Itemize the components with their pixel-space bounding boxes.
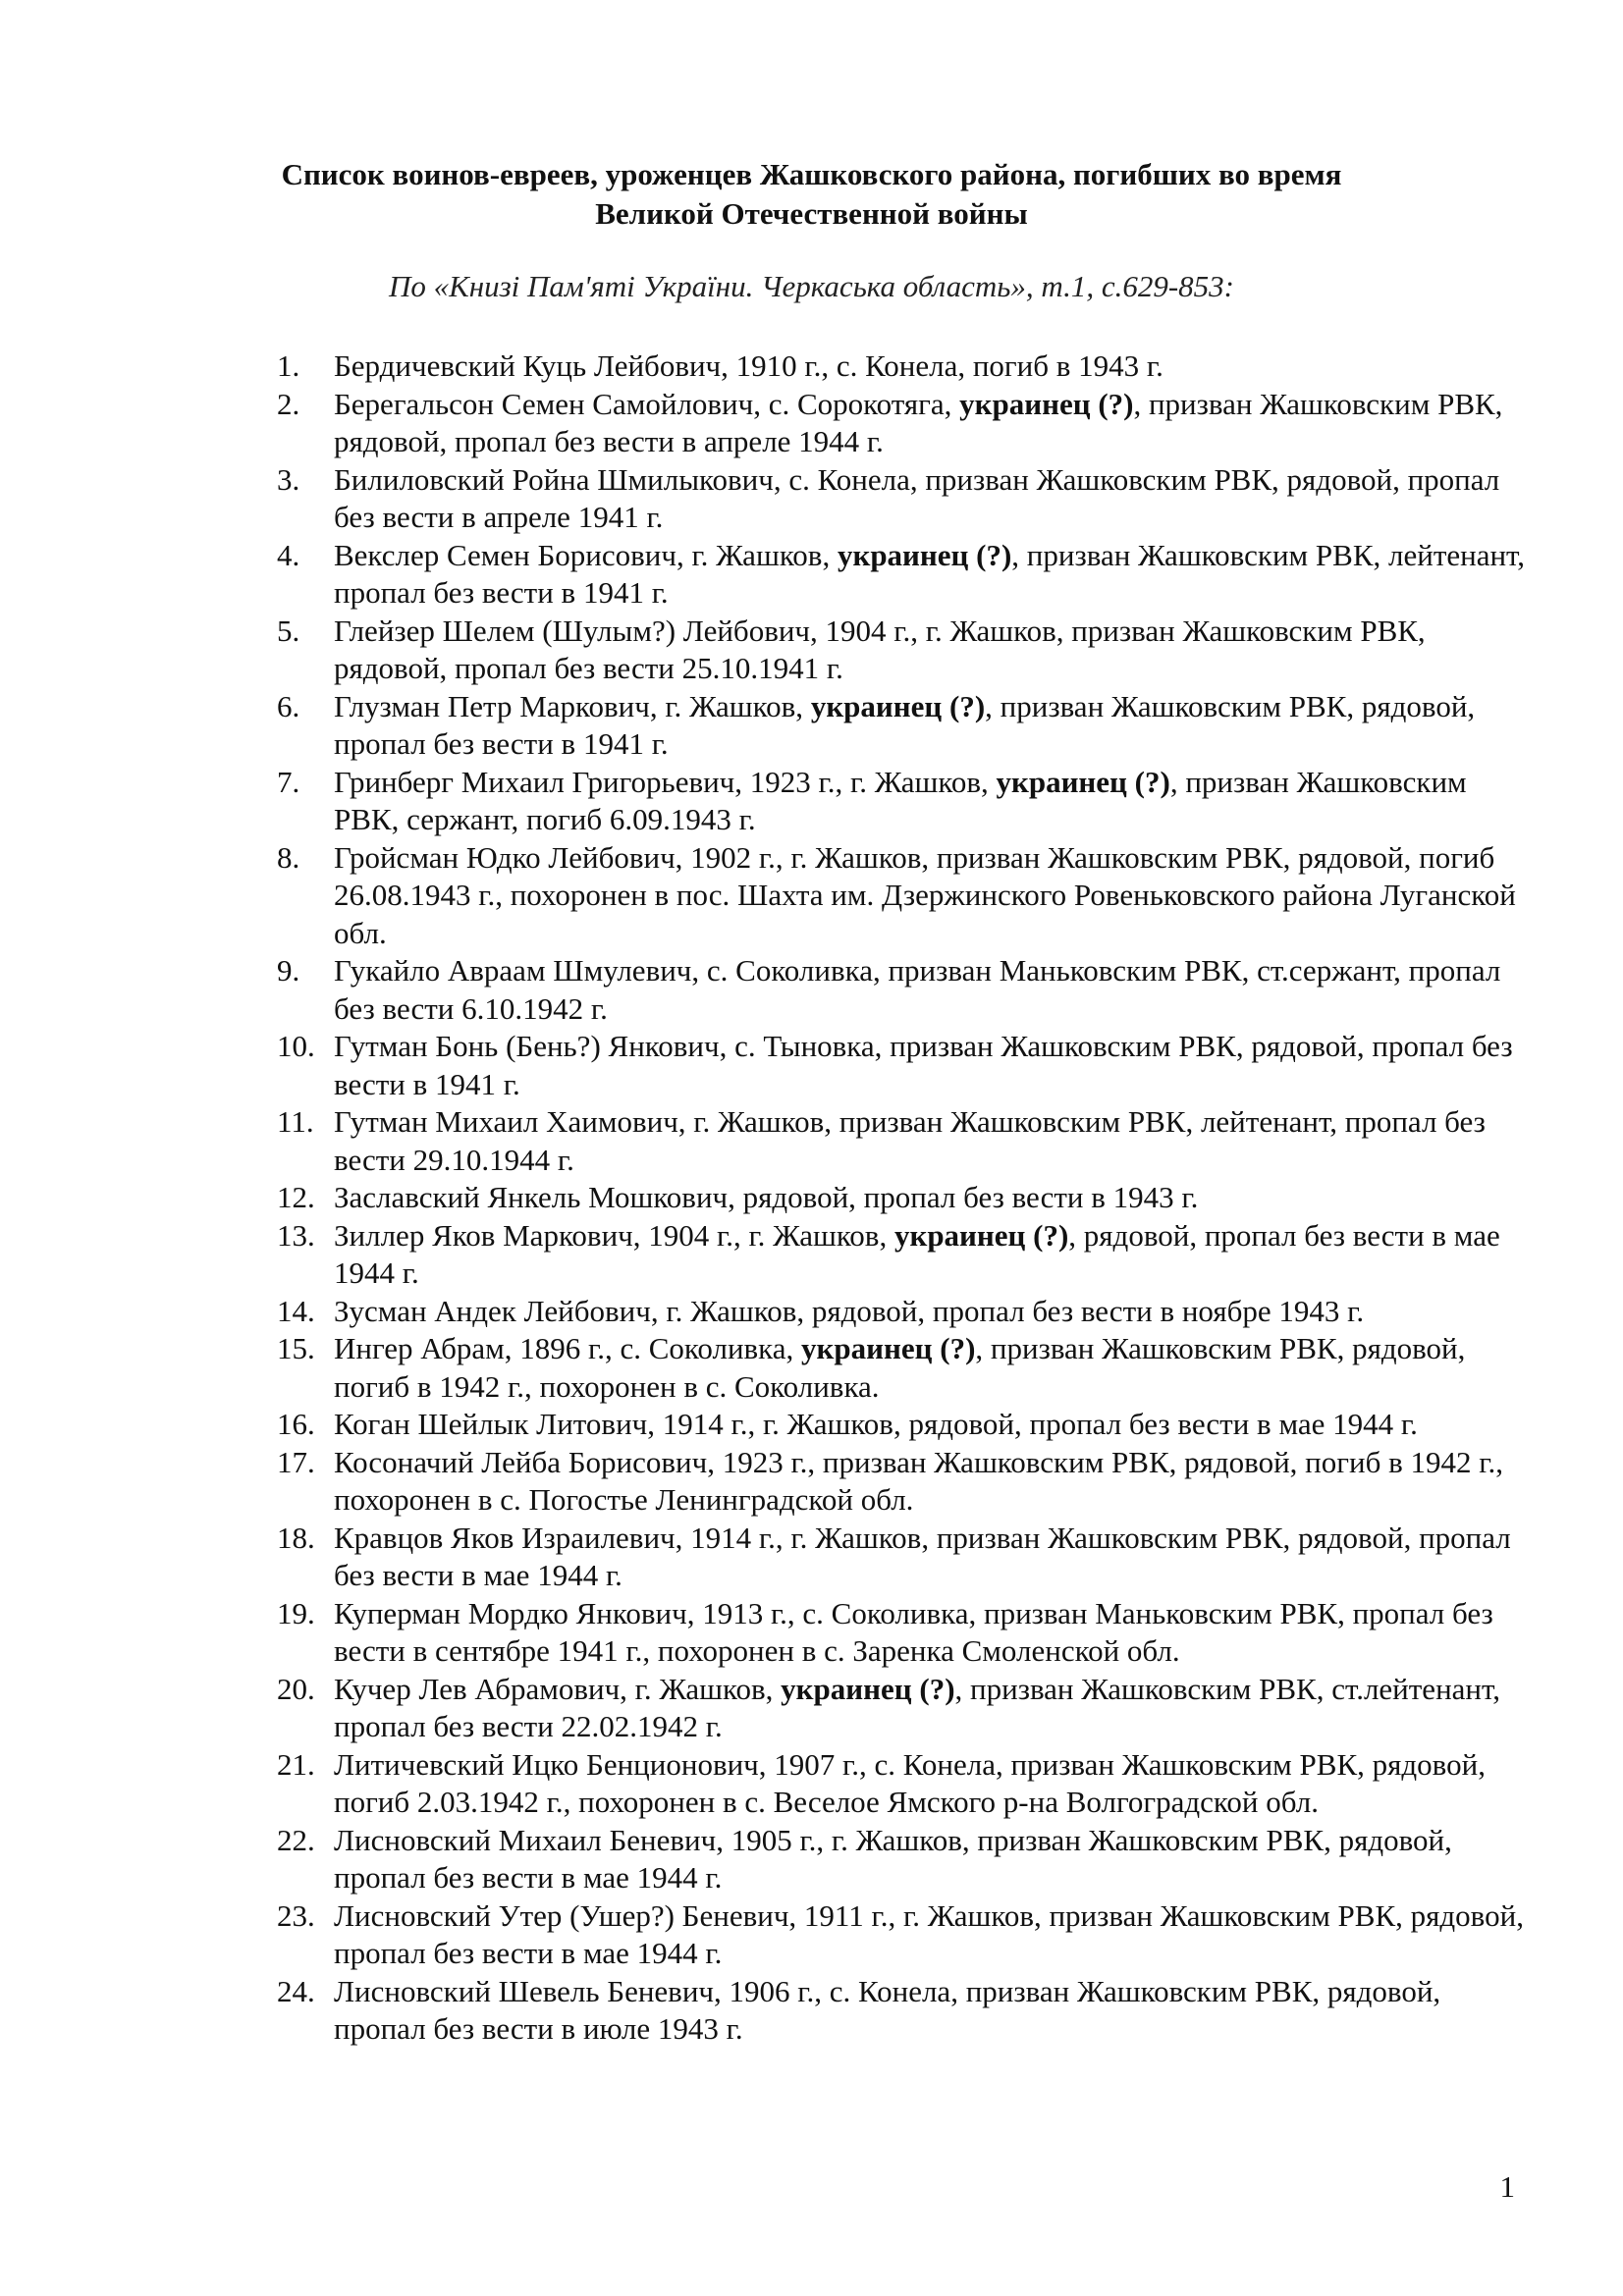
entry-number: 19. <box>277 1595 315 1630</box>
entry-number: 22. <box>277 1822 315 1857</box>
entry-number: 2. <box>277 386 300 421</box>
entry-number: 4. <box>277 537 300 572</box>
entry-number: 11. <box>277 1104 314 1139</box>
entry-text: Глейзер Шелем (Шулым?) Лейбович, 1904 г., г. Жашков, призван Жашковским РВК, рядовой, пропал без вести 25.10.1941 г. <box>334 613 1426 685</box>
list-item <box>277 688 1534 764</box>
entry-bold-note: украинец (?) <box>996 764 1170 799</box>
entry-number: 14. <box>277 1293 315 1328</box>
entry-text-continued: , призван Жашковским РВК, рядовой, погиб в 1942 г., похоронен в с. Соколивка. <box>334 1331 1466 1404</box>
entry-text: Гутман Бонь (Бень?) Янкович, с. Тыновка, призван Жашковским РВК, рядовой, пропал без вести в 1941 г. <box>334 1029 1513 1101</box>
source-citation: По «Книзі Пам'яті України. Черкаська область», т.1, с.629-853: <box>388 269 1235 303</box>
entry-text: Косоначий Лейба Борисович, 1923 г., призван Жашковским РВК, рядовой, погиб в 1942 г., похоронен в с. Погостье Ленинградской обл. <box>334 1444 1503 1517</box>
entry-text: Ингер Абрам, 1896 г., с. Соколивка, <box>334 1331 802 1365</box>
list-item <box>277 1746 1534 1822</box>
entry-number: 18. <box>277 1520 315 1555</box>
list-item <box>277 386 1534 461</box>
entry-text-continued: , призван Жашковским РВК, рядовой, пропал без вести в апреле 1944 г. <box>334 386 1503 458</box>
list-item <box>277 952 1534 1028</box>
entry-text-continued: , призван Жашковским РВК, ст.лейтенант, пропал без вести 22.02.1942 г. <box>334 1671 1500 1743</box>
entry-text: Гройсман Юдко Лейбович, 1902 г., г. Жашков, призван Жашковским РВК, рядовой, погиб 26.08.1943 г., похоронен в пос. Шахта им. Дзержинского Ровеньковского района Луганской обл. <box>334 839 1516 950</box>
title-line-1: Список воинов-евреев, уроженцев Жашковского района, погибших во время <box>281 157 1342 191</box>
list-item <box>277 839 1534 953</box>
list-item <box>277 347 1534 386</box>
entry-text: Глузман Петр Маркович, г. Жашков, <box>334 688 811 723</box>
list-item <box>277 1595 1534 1671</box>
entry-text: Берегальсон Семен Самойлович, с. Сорокотяга, <box>334 386 960 421</box>
entry-text: Коган Шейлык Литович, 1914 г., г. Жашков, рядовой, пропал без вести в мае 1944 г. <box>334 1407 1418 1441</box>
entry-number: 9. <box>277 953 300 988</box>
list-item <box>277 1028 1534 1103</box>
entry-text: Лисновский Шевель Беневич, 1906 г., с. Конела, призван Жашковским РВК, рядовой, пропал без вести в июле 1943 г. <box>334 1973 1441 2046</box>
page-number: 1 <box>1499 2169 1515 2204</box>
entry-bold-note: украинец (?) <box>837 537 1012 572</box>
list-item <box>277 1179 1534 1217</box>
entry-number: 16. <box>277 1407 315 1441</box>
list-item <box>277 1293 1534 1331</box>
entry-number: 17. <box>277 1444 315 1479</box>
entry-number: 10. <box>277 1029 315 1063</box>
entry-text: Гукайло Авраам Шмулевич, с. Соколивка, призван Маньковским РВК, ст.сержант, пропал без вести 6.10.1942 г. <box>334 953 1501 1026</box>
entry-number: 24. <box>277 1973 315 2008</box>
entries-list <box>277 347 1534 2049</box>
entry-text: Литичевский Ицко Бенционович, 1907 г., с. Конела, призван Жашковским РВК, рядовой, погиб 2.03.1942 г., похоронен в с. Веселое Ямского р-на Волгоградской обл. <box>334 1746 1486 1819</box>
entry-number: 8. <box>277 839 300 875</box>
list-item <box>277 1406 1534 1444</box>
entry-bold-note: украинец (?) <box>959 386 1134 421</box>
entry-text: Кучер Лев Абрамович, г. Жашков, <box>334 1671 782 1706</box>
entry-bold-note: украинец (?) <box>781 1671 955 1706</box>
entry-text: Бердичевский Куць Лейбович, 1910 г., с. Конела, погиб в 1943 г. <box>334 348 1163 383</box>
entry-number: 23. <box>277 1897 315 1933</box>
title-line-2: Великой Отечественной войны <box>595 196 1028 231</box>
list-item <box>277 613 1534 688</box>
entry-number: 3. <box>277 461 300 497</box>
document-title <box>0 155 1623 234</box>
entry-text: Зусман Андек Лейбович, г. Жашков, рядовой, пропал без вести в ноябре 1943 г. <box>334 1293 1365 1328</box>
list-item <box>277 1444 1534 1520</box>
entry-text: Лисновский Михаил Беневич, 1905 г., г. Жашков, призван Жашковским РВК, рядовой, пропал без вести в мае 1944 г. <box>334 1822 1452 1895</box>
entry-text: Заславский Янкель Мошкович, рядовой, пропал без вести в 1943 г. <box>334 1180 1199 1214</box>
entry-text: Гутман Михаил Хаимович, г. Жашков, призван Жашковским РВК, лейтенант, пропал без вести 29.10.1944 г. <box>334 1104 1486 1177</box>
entry-text: Лисновский Утер (Ушер?) Беневич, 1911 г., г. Жашков, призван Жашковским РВК, рядовой, пропал без вести в мае 1944 г. <box>334 1897 1524 1970</box>
entry-bold-note: украинец (?) <box>893 1217 1069 1253</box>
entry-bold-note: украинец (?) <box>801 1331 976 1365</box>
entry-text-continued: , призван Жашковским РВК, сержант, погиб 6.09.1943 г. <box>334 764 1467 836</box>
list-item <box>277 1671 1534 1746</box>
entry-text: Куперман Мордко Янкович, 1913 г., с. Соколивка, призван Маньковским РВК, пропал без вести в сентябре 1941 г., похоронен в с. Заренка Смоленской обл. <box>334 1595 1493 1668</box>
list-item <box>277 537 1534 613</box>
entry-number: 6. <box>277 688 300 723</box>
list-item <box>277 1330 1534 1406</box>
entry-text: Зиллер Яков Маркович, 1904 г., г. Жашков, <box>334 1217 894 1253</box>
list-item <box>277 1973 1534 2049</box>
entry-text-continued: , призван Жашковским РВК, рядовой, пропал без вести в 1941 г. <box>334 688 1476 761</box>
entry-text-continued: , рядовой, пропал без вести в мае 1944 г. <box>334 1217 1500 1290</box>
entry-text: Гринберг Михаил Григорьевич, 1923 г., г. Жашков, <box>334 764 997 799</box>
list-item <box>277 1103 1534 1179</box>
entry-number: 20. <box>277 1671 315 1706</box>
entry-number: 12. <box>277 1180 315 1214</box>
entry-text: Векслер Семен Борисович, г. Жашков, <box>334 537 838 572</box>
entry-number: 1. <box>277 348 300 383</box>
list-item <box>277 461 1534 537</box>
list-item <box>277 1897 1534 1973</box>
list-item <box>277 764 1534 839</box>
entry-bold-note: украинец (?) <box>810 688 986 723</box>
entry-number: 7. <box>277 764 300 799</box>
entry-number: 13. <box>277 1217 315 1253</box>
list-item <box>277 1217 1534 1293</box>
list-item <box>277 1822 1534 1897</box>
entry-number: 21. <box>277 1746 315 1782</box>
entry-text-continued: , призван Жашковским РВК, лейтенант, пропал без вести в 1941 г. <box>334 537 1526 610</box>
entry-number: 15. <box>277 1331 315 1365</box>
entry-number: 5. <box>277 613 300 648</box>
list-item <box>277 1520 1534 1595</box>
entry-text: Билиловский Ройна Шмилыкович, с. Конела, призван Жашковским РВК, рядовой, пропал без вести в апреле 1941 г. <box>334 461 1500 534</box>
entry-text: Кравцов Яков Израилевич, 1914 г., г. Жашков, призван Жашковским РВК, рядовой, пропал без вести в мае 1944 г. <box>334 1520 1511 1592</box>
